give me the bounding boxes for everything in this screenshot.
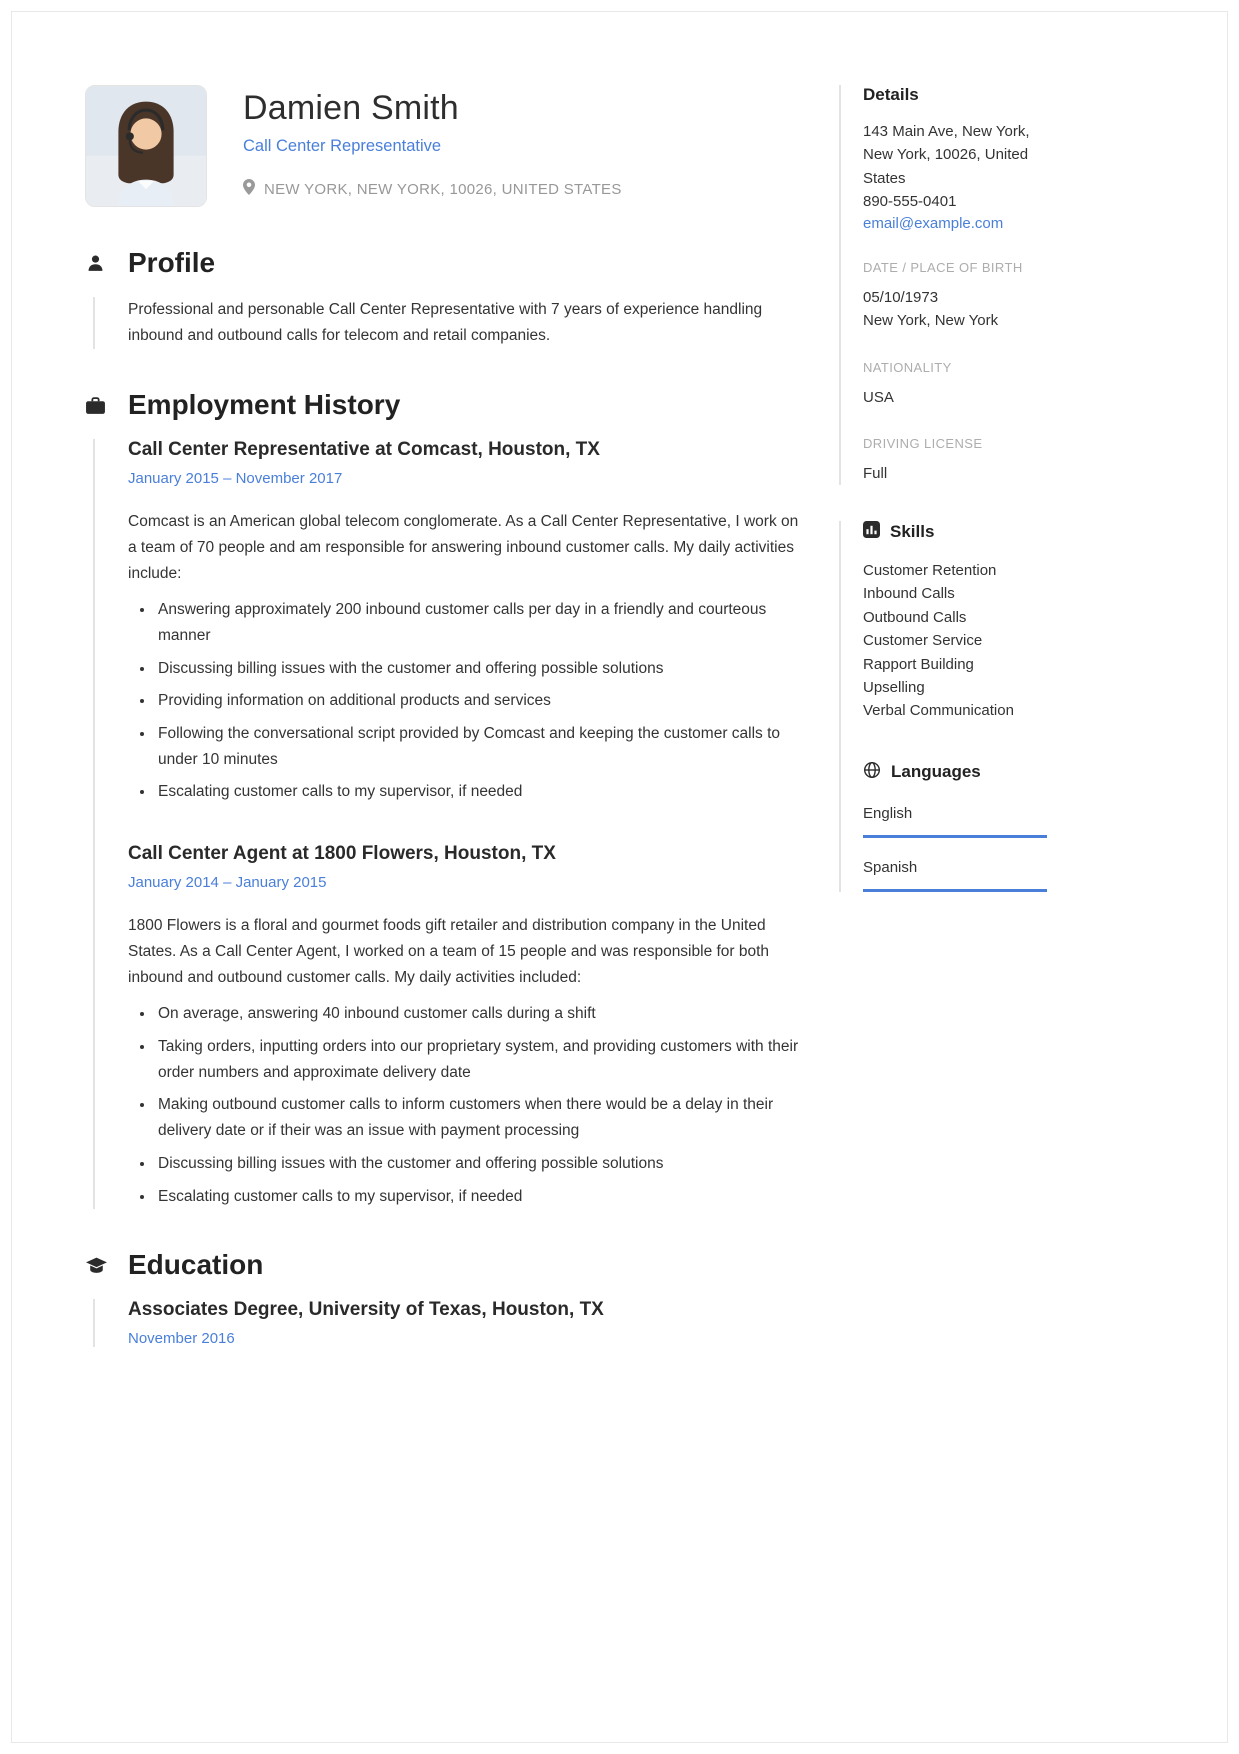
candidate-location: NEW YORK, NEW YORK, 10026, UNITED STATES [264,180,622,198]
birth-date: 05/10/1973 [863,289,939,306]
skills-heading: Skills [890,522,935,541]
employment-body [93,439,799,1209]
graduation-cap-icon [85,1256,128,1275]
candidate-job-title: Call Center Representative [243,137,442,155]
bullet-item: • Following the conversational script provided by Comcast and keeping the customer calls to under 10 minutes [155,721,799,772]
profile-photo [85,85,207,207]
bullet-item: • Escalating customer calls to my supervisor, if needed [155,779,799,805]
page-content [12,12,1227,1347]
profile-body [93,297,799,349]
nationality-label: NATIONALITY [863,359,952,375]
location-pin-icon [243,179,255,199]
email-link[interactable]: email@example.com [863,215,1004,232]
education-date: November 2016 [128,1330,235,1348]
job-dates: January 2014 – January 2015 [128,874,327,892]
language-level-bar [863,889,1047,892]
job-entry [128,439,799,805]
language-name: Spanish [863,858,918,876]
bar-chart-icon [863,521,880,543]
employment-section [85,389,799,1209]
employment-section-head [85,389,799,421]
header-text [243,85,622,207]
education-degree: Associates Degree, University of Texas, Houston, TX [128,1299,604,1321]
bullet-item: • Providing information on additional products and services [155,688,799,714]
job-entry [128,843,799,1209]
languages-heading: Languages [891,762,981,782]
bullet-item: • Answering approximately 200 inbound customer calls per day in a friendly and courteous manner [155,597,799,648]
languages-head [863,761,1047,784]
skill-item: Customer Service [863,632,983,650]
bullet-item: • Making outbound customer calls to inform customers when there would be a delay in their delivery date or if their was an issue with payment processing [155,1092,799,1143]
details-heading: Details [863,85,919,104]
skill-item: Rapport Building [863,655,974,673]
phone-number: 890-555-0401 [863,192,957,210]
language-level-bar [863,835,1047,838]
birth-label: DATE / PLACE OF BIRTH [863,260,1023,275]
job-title-line: Call Center Representative at Comcast, Houston, TX [128,439,600,461]
birth-place: New York, New York [863,312,999,330]
skills-list [863,559,1047,723]
bullet-item: • Escalating customer calls to my supervisor, if needed [155,1184,799,1210]
nationality-value: USA [863,388,894,406]
skill-item: Inbound Calls [863,585,955,603]
avatar-illustration [86,86,206,206]
candidate-name: Damien Smith [243,89,459,127]
main-column [85,85,799,1347]
details-block [839,85,1047,485]
briefcase-icon [85,396,128,415]
bullet-item: • Discussing billing issues with the customer and offering possible solutions [155,1151,799,1177]
skill-item: Outbound Calls [863,608,967,626]
education-body [93,1299,799,1347]
employment-heading: Employment History [128,389,401,421]
profile-section-head [85,247,799,279]
license-label: DRIVING LICENSE [863,435,983,451]
resume-page [11,11,1228,1743]
job-description: 1800 Flowers is a floral and gourmet foods gift retailer and distribution company in the United States. As a Call Center Agent, I worked on a team of 15 people and was responsible for both inbound and outbound customer calls. My daily activities included: [128,917,770,987]
skills-languages-block [839,521,1047,892]
language-entry [863,805,1047,838]
education-heading: Education [128,1249,264,1281]
skill-item: Upselling [863,678,925,696]
profile-heading: Profile [128,247,216,278]
language-name: English [863,804,913,822]
job-dates: January 2015 – November 2017 [128,470,343,488]
profile-text: Professional and personable Call Center Representative with 7 years of experience handling inbound and outbound calls for telecom and retail companies. [128,301,763,345]
bullet-item: • On average, answering 40 inbound customer calls during a shift [155,1001,799,1027]
profile-section [85,247,799,349]
sidebar [839,85,1047,1347]
education-section-head [85,1249,799,1281]
skill-item: Customer Retention [863,562,997,579]
globe-icon [863,761,881,784]
license-value: Full [863,464,888,482]
skill-item: Verbal Communication [863,702,1014,720]
bullet-item: • Taking orders, inputting orders into our proprietary system, and providing customers with their order numbers and approximate delivery date [155,1034,799,1085]
bullet-item: • Discussing billing issues with the customer and offering possible solutions [155,656,799,682]
address: 143 Main Ave, New York, New York, 10026, United States [863,123,1030,187]
language-entry [863,859,1047,892]
job-description: Comcast is an American global telecom conglomerate. As a Call Center Representative, I work on a team of 70 people and am responsible for answering inbound customer calls. My daily activities include: [128,513,799,583]
job-bullet-list [128,597,799,805]
skills-head [863,521,1047,543]
job-title-line: Call Center Agent at 1800 Flowers, Houston, TX [128,843,556,865]
job-bullet-list [128,1001,799,1209]
education-section [85,1249,799,1347]
location-row [243,179,622,199]
resume-header [85,85,799,207]
person-icon [85,253,128,274]
